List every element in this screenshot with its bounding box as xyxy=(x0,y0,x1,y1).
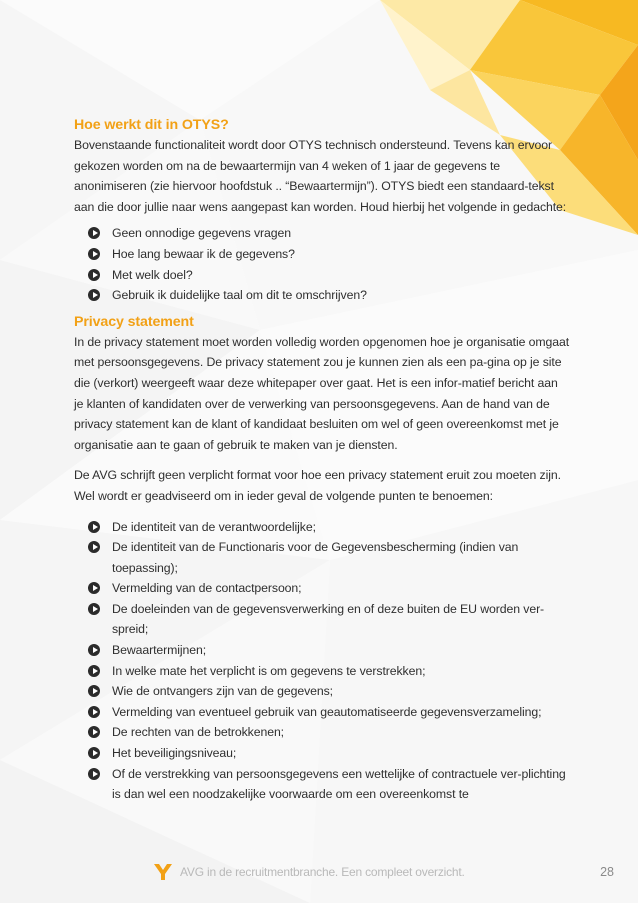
page-number: 28 xyxy=(600,865,614,879)
arrow-bullet-icon xyxy=(88,768,100,780)
page-footer xyxy=(0,858,638,888)
list-item: Bewaartermijnen; xyxy=(88,640,570,661)
arrow-bullet-icon xyxy=(88,706,100,718)
arrow-bullet-icon xyxy=(88,269,100,281)
section-paragraph: Bovenstaande functionaliteit wordt door OTYS technisch ondersteund. Tevens kan ervoor gekozen worden om na de bewaartermijn van 4 weken of 1 jaar de gegevens te anonimiseren (zie hiervoor hoofdstuk .. “Bewaartermijn”). OTYS biedt een standaard-tekst aan die door jullie naar wens aangepast kan worden. Houd hierbij het volgende in gedachte: xyxy=(74,138,567,214)
section-paragraph: In de privacy statement moet worden volledig worden opgenomen hoe je organisatie omgaat met persoonsgegevens. De privacy statement zou je kunnen zien als een pa-gina op je site die (verkort) weergeeft waar deze whitepaper over gaat. Het is een infor-matief bericht aan je klanten of kandidaten over de verwerking van persoonsgegevens. Aan de hand van de privacy statement kan de klant of kandidaat besluiten om wel of geen overeenkomst met je organisatie aan te gaan of gebruik te maken van je diensten. xyxy=(74,334,570,452)
arrow-bullet-icon xyxy=(88,747,100,759)
list-item: Of de verstrekking van persoonsgegevens een wettelijke of contractuele ver-plichting is dan wel een noodzakelijke voorwaarde om een overeenkomst te xyxy=(88,764,570,805)
list-item: Met welk doel? xyxy=(88,265,570,286)
page-content xyxy=(74,115,570,805)
section-heading-otys: Hoe werkt dit in OTYS? xyxy=(74,117,229,133)
list-item: De doeleinden van de gegevensverwerking en of deze buiten de EU worden ver-spreid; xyxy=(88,599,570,640)
list-item: De identiteit van de Functionaris voor de Gegevensbescherming (indien van toepassing); xyxy=(88,537,570,578)
list-item: In welke mate het verplicht is om gegevens te verstrekken; xyxy=(88,661,570,682)
otys-logo-icon xyxy=(152,862,174,882)
arrow-bullet-icon xyxy=(88,644,100,656)
list-item: Vermelding van eventueel gebruik van geautomatiseerde gegevensverzameling; xyxy=(88,702,570,723)
arrow-bullet-icon xyxy=(88,603,100,615)
arrow-bullet-icon xyxy=(88,521,100,533)
list-item: Het beveiligingsniveau; xyxy=(88,743,570,764)
list-item: Geen onnodige gegevens vragen xyxy=(88,223,570,244)
list-item: De identiteit van de verantwoordelijke; xyxy=(88,517,570,538)
arrow-bullet-icon xyxy=(88,227,100,239)
list-item: Vermelding van de contactpersoon; xyxy=(88,578,570,599)
arrow-bullet-icon xyxy=(88,582,100,594)
arrow-bullet-icon xyxy=(88,726,100,738)
list-item: Wie de ontvangers zijn van de gegevens; xyxy=(88,681,570,702)
footer-text: AVG in de recruitmentbranche. Een compleet overzicht. xyxy=(180,865,465,879)
list-item: Gebruik ik duidelijke taal om dit te omschrijven? xyxy=(88,285,570,306)
bullet-list-privacy-points xyxy=(74,517,570,805)
list-item: De rechten van de betrokkenen; xyxy=(88,722,570,743)
bullet-list-considerations xyxy=(74,223,570,305)
arrow-bullet-icon xyxy=(88,685,100,697)
arrow-bullet-icon xyxy=(88,541,100,553)
arrow-bullet-icon xyxy=(88,248,100,260)
arrow-bullet-icon xyxy=(88,665,100,677)
section-paragraph: De AVG schrijft geen verplicht format voor hoe een privacy statement eruit zou moeten zijn. Wel wordt er geadviseerd om in ieder geval de volgende punten te benoemen: xyxy=(74,468,561,503)
list-item: Hoe lang bewaar ik de gegevens? xyxy=(88,244,570,265)
section-heading-privacy-statement: Privacy statement xyxy=(74,313,194,330)
arrow-bullet-icon xyxy=(88,289,100,301)
